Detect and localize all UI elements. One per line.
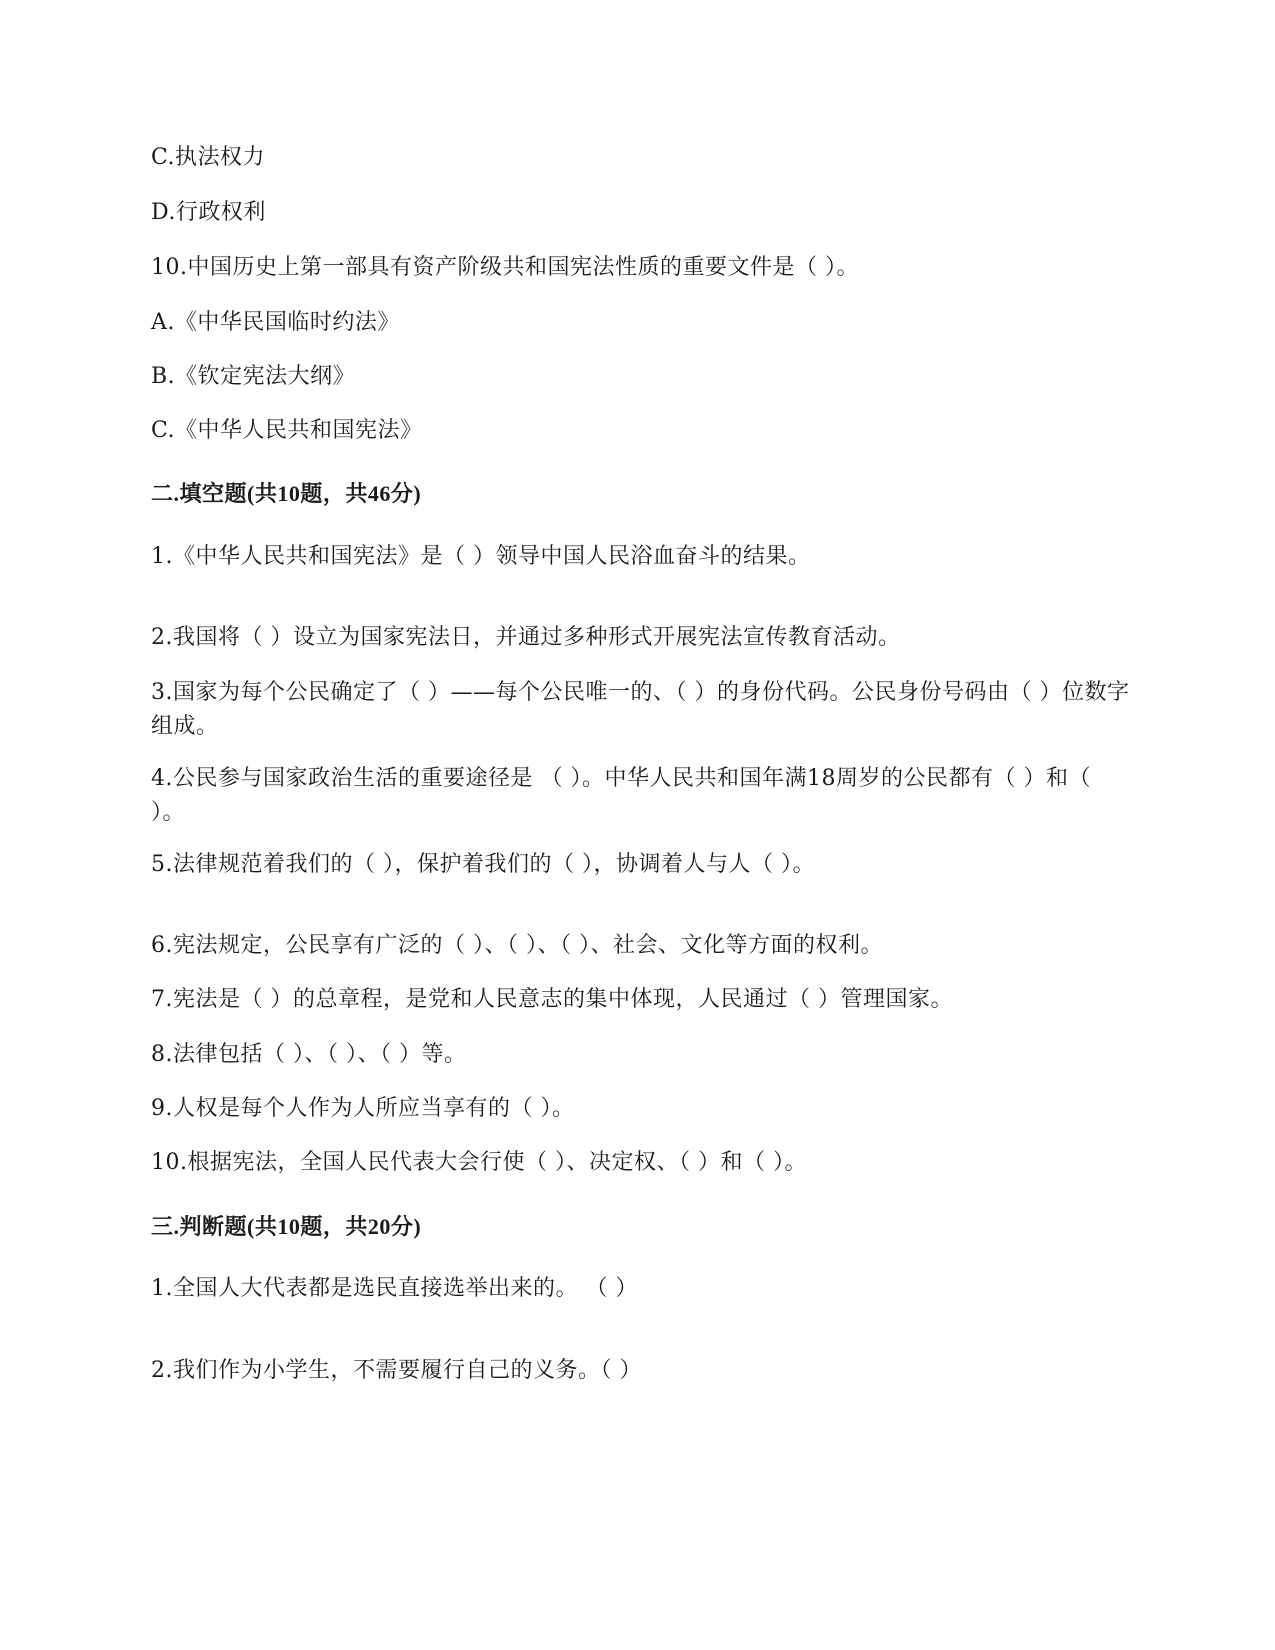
fill-item-6: 6.宪法规定，公民享有广泛的（ ）、（ ）、（ ）、社会、文化等方面的权利。: [151, 933, 883, 958]
fill-item-5: 5.法律规范着我们的（ ），保护着我们的（ ），协调着人与人（ ）。: [151, 852, 815, 877]
fill-item-10: 10.根据宪法，全国人民代表大会行使（ ）、决定权、（ ）和（ ）。: [151, 1150, 807, 1175]
fill-item-1: 1.《中华人民共和国宪法》是（ ）领导中国人民浴血奋斗的结果。: [151, 544, 811, 569]
section2-heading: 二.填空题(共10题，共46分): [151, 481, 422, 506]
q9-option-d: D.行政权利: [151, 200, 266, 225]
fill-item-4: 4.公民参与国家政治生活的重要途径是 （ ）。中华人民共和国年满18周岁的公民都有（ ）和（ ）。: [151, 766, 1091, 825]
judge-item-1: 1.全国人大代表都是选民直接选举出来的。 （ ）: [151, 1276, 638, 1301]
q10-option-c: C.《中华人民共和国宪法》: [151, 418, 423, 443]
judge-item-2: 2.我们作为小学生，不需要履行自己的义务。（ ）: [151, 1358, 642, 1383]
q10-question: 10.中国历史上第一部具有资产阶级共和国宪法性质的重要文件是（ ）。: [151, 255, 859, 280]
fill-item-9: 9.人权是每个人作为人所应当享有的（ ）。: [151, 1096, 575, 1121]
fill-item-8: 8.法律包括（ ）、（ ）、（ ）等。: [151, 1042, 467, 1067]
fill-item-2: 2.我国将（ ）设立为国家宪法日，并通过多种形式开展宪法宣传教育活动。: [151, 625, 901, 650]
section3-heading: 三.判断题(共10题，共20分): [151, 1214, 422, 1239]
q10-option-a: A.《中华民国临时约法》: [151, 310, 400, 335]
fill-item-3: 3.国家为每个公民确定了（ ）——每个公民唯一的、（ ）的身份代码。公民身份号码由（ ）位数字组成。: [151, 680, 1130, 739]
q10-option-b: B.《钦定宪法大纲》: [151, 364, 356, 389]
fill-item-7: 7.宪法是（ ）的总章程，是党和人民意志的集中体现，人民通过（ ）管理国家。: [151, 987, 953, 1012]
q9-option-c: C.执法权力: [151, 145, 266, 170]
